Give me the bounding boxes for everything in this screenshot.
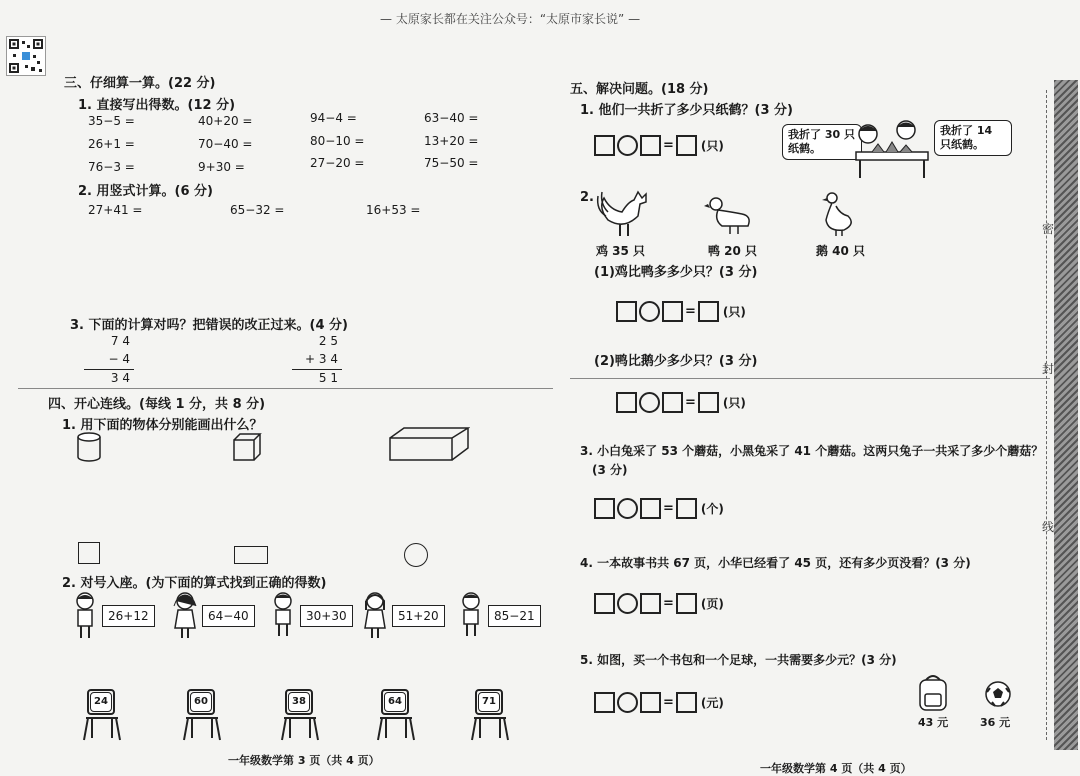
q3-title: 3. 下面的计算对吗？把错误的改正过来。(4 分) <box>70 318 348 333</box>
chair-card <box>82 688 122 742</box>
chair-card <box>280 688 320 742</box>
calc-item: 63−40 = <box>424 111 479 125</box>
circle-shape-icon <box>404 543 428 567</box>
answer-box[interactable] <box>616 301 637 322</box>
answer-box[interactable] <box>662 301 683 322</box>
unit-label: (元) <box>700 696 724 710</box>
answer-box[interactable] <box>676 498 697 519</box>
answer-box[interactable] <box>676 135 697 156</box>
problem-2a-title: (1)鸡比鸭多多少只？(3 分) <box>594 265 758 280</box>
vertical-calc-result: 3 4 <box>110 371 130 385</box>
calc-item: 76−3 = <box>88 160 135 174</box>
calc-item: 40+20 = <box>198 114 253 128</box>
section-3-title: 三、仔细算一算。(22 分) <box>64 76 216 91</box>
operator-circle[interactable] <box>617 593 638 614</box>
chair-number: 60 <box>190 692 212 712</box>
answer-box[interactable] <box>676 593 697 614</box>
answer-box[interactable] <box>616 392 637 413</box>
calc-item: 27−20 = <box>310 156 365 170</box>
square-shape-icon <box>78 542 100 564</box>
operator-circle[interactable] <box>639 392 660 413</box>
unit-label: (个) <box>700 502 724 516</box>
price-label: 36 元 <box>980 716 1011 729</box>
equals-sign: = <box>685 304 696 319</box>
unit-label: (只) <box>722 305 746 319</box>
kid-card <box>458 592 541 640</box>
calc-item: 70−40 = <box>198 137 253 151</box>
child-icon <box>458 592 484 640</box>
operator-circle[interactable] <box>617 498 638 519</box>
child-icon <box>362 592 388 640</box>
duck-icon <box>704 196 754 240</box>
cube-icon <box>232 432 262 466</box>
answer-row <box>594 498 724 519</box>
answer-row <box>616 301 746 322</box>
answer-box[interactable] <box>640 135 661 156</box>
seal-mark: 封 <box>1042 362 1055 376</box>
answer-box[interactable] <box>640 692 661 713</box>
football-icon <box>984 680 1012 712</box>
page-footer-left: 一年级数学第 3 页（共 4 页） <box>228 754 380 767</box>
answer-box[interactable] <box>698 392 719 413</box>
seal-mark: 线 <box>1042 520 1055 534</box>
top-banner: — 太原家长都在关注公众号：“太原市家长说” — <box>380 12 641 26</box>
vertical-calc-top: 7 4 <box>110 334 130 348</box>
calc-item: 75−50 = <box>424 156 479 170</box>
answer-box[interactable] <box>594 135 615 156</box>
vertical-calc-result: 5 1 <box>318 371 338 385</box>
price-label: 43 元 <box>918 716 949 729</box>
animal-label: 鸭 20 只 <box>708 244 758 258</box>
cylinder-icon <box>76 432 102 466</box>
vertical-calc-top: 2 5 <box>318 334 338 348</box>
operator-circle[interactable] <box>617 692 638 713</box>
chair-number: 24 <box>90 692 112 712</box>
chair-card <box>182 688 222 742</box>
child-icon <box>270 592 296 640</box>
expression-box: 30+30 <box>300 605 353 627</box>
vertical-calc-item: 16+53 = <box>366 203 421 217</box>
child-icon <box>72 592 98 640</box>
calc-item: 35−5 = <box>88 114 135 128</box>
child-icon <box>172 592 198 640</box>
seal-dashed-line <box>1046 90 1047 740</box>
expression-box: 64−40 <box>202 605 255 627</box>
answer-box[interactable] <box>640 593 661 614</box>
answer-box[interactable] <box>594 692 615 713</box>
kid-card <box>172 592 255 640</box>
q1-title: 1. 直接写出得数。(12 分) <box>78 98 236 113</box>
unit-label: (只) <box>700 139 724 153</box>
children-folding-cranes-icon <box>852 118 932 184</box>
qr-code-icon <box>6 36 46 76</box>
answer-box[interactable] <box>594 498 615 519</box>
answer-box[interactable] <box>676 692 697 713</box>
expression-box: 26+12 <box>102 605 155 627</box>
connect-q1-title: 1. 用下面的物体分别能画出什么？ <box>62 418 263 433</box>
calc-item: 94−4 = <box>310 111 357 125</box>
page-footer-right: 一年级数学第 4 页（共 4 页） <box>760 762 912 775</box>
chair-card <box>470 688 510 742</box>
backpack-icon <box>916 672 950 716</box>
chair-number: 64 <box>384 692 406 712</box>
answer-box[interactable] <box>594 593 615 614</box>
vertical-calc-operand: + 3 4 <box>305 352 338 366</box>
q2-title: 2. 用竖式计算。(6 分) <box>78 184 213 199</box>
answer-row <box>616 392 746 413</box>
vertical-calc-item: 27+41 = <box>88 203 143 217</box>
vertical-calc-item: 65−32 = <box>230 203 285 217</box>
cuboid-icon <box>388 426 470 466</box>
fold-line <box>570 378 1050 379</box>
problem-2-number: 2. <box>580 190 594 205</box>
equals-sign: = <box>663 695 674 710</box>
chair-number: 71 <box>478 692 500 712</box>
calc-item: 13+20 = <box>424 134 479 148</box>
problem-5-title: 5. 如图，买一个书包和一个足球，一共需要多少元？(3 分) <box>580 653 897 667</box>
answer-box[interactable] <box>698 301 719 322</box>
kid-card <box>362 592 445 640</box>
chair-number: 38 <box>288 692 310 712</box>
vertical-calc-operand: − 4 <box>108 352 130 366</box>
chair-card <box>376 688 416 742</box>
problem-1-title: 1. 他们一共折了多少只纸鹤？(3 分) <box>580 103 793 118</box>
equals-sign: = <box>663 596 674 611</box>
animal-label: 鹅 40 只 <box>816 244 866 258</box>
calc-item: 26+1 = <box>88 137 135 151</box>
answer-row <box>594 692 724 713</box>
binding-strip <box>1054 80 1078 750</box>
seal-mark: 密 <box>1042 222 1055 236</box>
answer-box[interactable] <box>640 498 661 519</box>
equals-sign: = <box>663 138 674 153</box>
equals-sign: = <box>685 395 696 410</box>
speech-bubble: 我折了 14 只纸鹤。 <box>934 120 1012 156</box>
calc-item: 80−10 = <box>310 134 365 148</box>
answer-row <box>594 135 724 156</box>
equals-sign: = <box>663 501 674 516</box>
problem-3-title: 3. 小白兔采了 53 个蘑菇，小黑兔采了 41 个蘑菇。这两只兔子一共采了多少个蘑菇？ <box>580 444 1044 458</box>
unit-label: (只) <box>722 396 746 410</box>
unit-label: (页) <box>700 597 724 611</box>
operator-circle[interactable] <box>617 135 638 156</box>
vertical-calc-line <box>292 369 342 370</box>
rectangle-shape-icon <box>234 546 268 564</box>
problem-2b-title: (2)鸭比鹅少多少只？(3 分) <box>594 354 758 369</box>
expression-box: 85−21 <box>488 605 541 627</box>
problem-3-points: (3 分) <box>592 463 628 477</box>
answer-box[interactable] <box>662 392 683 413</box>
problem-4-title: 4. 一本故事书共 67 页，小华已经看了 45 页，还有多少页没看？(3 分) <box>580 556 971 570</box>
vertical-calc-line <box>84 369 134 370</box>
expression-box: 51+20 <box>392 605 445 627</box>
kid-card <box>72 592 155 640</box>
calc-item: 9+30 = <box>198 160 245 174</box>
answer-row <box>594 593 724 614</box>
fold-line <box>18 388 553 389</box>
speech-bubble: 我折了 30 只纸鹤。 <box>782 124 862 160</box>
operator-circle[interactable] <box>639 301 660 322</box>
kid-card <box>270 592 353 640</box>
connect-q2-title: 2. 对号入座。(为下面的算式找到正确的得数) <box>62 576 327 591</box>
section-4-title: 四、开心连线。(每线 1 分，共 8 分) <box>48 397 266 412</box>
animal-label: 鸡 35 只 <box>596 244 646 258</box>
goose-icon <box>818 192 858 242</box>
rooster-icon <box>594 190 654 242</box>
section-5-title: 五、解决问题。(18 分) <box>570 82 709 97</box>
